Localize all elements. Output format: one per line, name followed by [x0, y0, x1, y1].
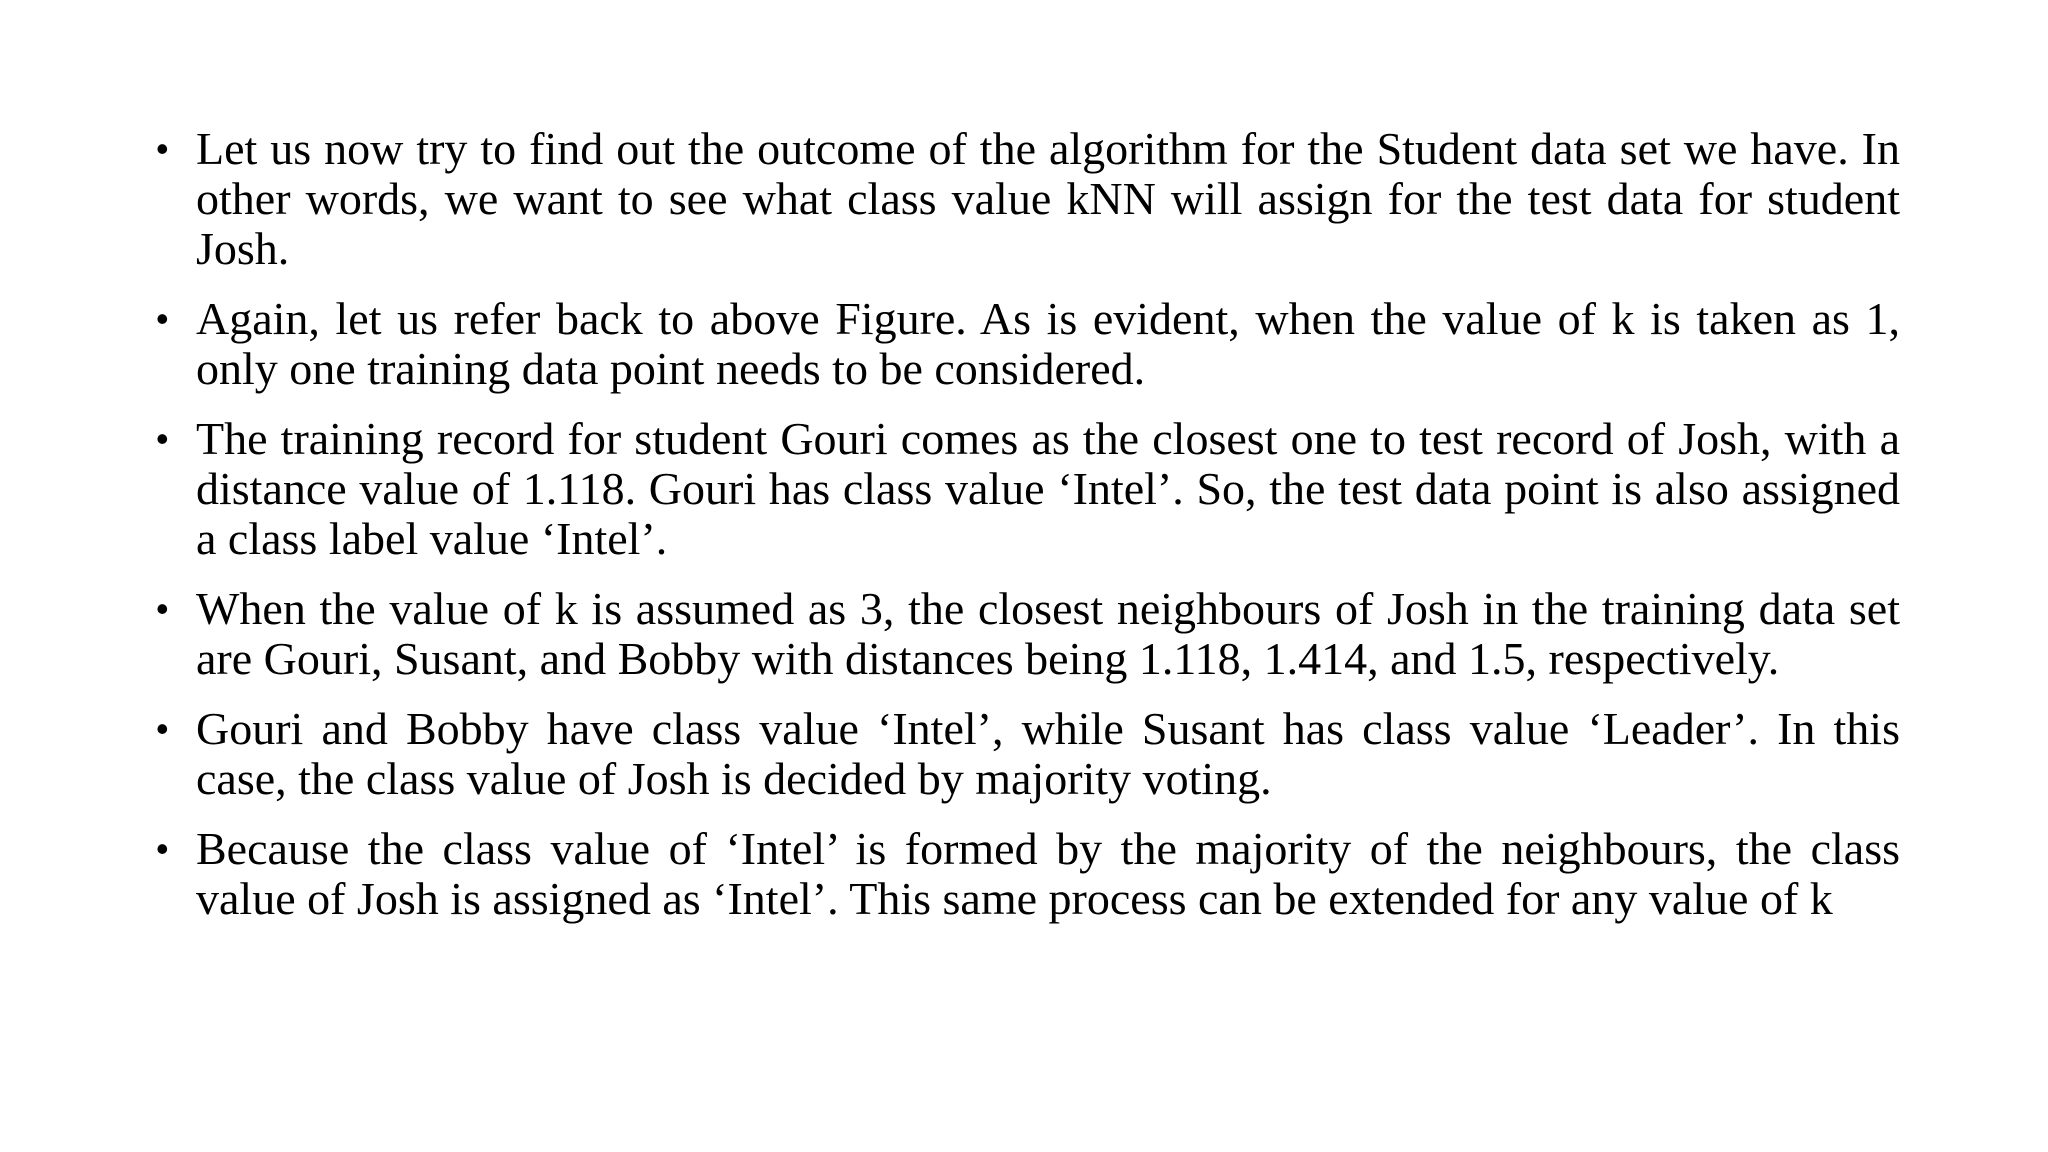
bullet-text: Again, let us refer back to above Figure. As is evident, when the value of k is taken as 1, only one training data point needs to be considered.	[196, 293, 1900, 394]
bullet-text: The training record for student Gouri comes as the closest one to test record of Josh, with a distance value of 1.118. Gouri has class value ‘Intel’. So, the test data point is also assigned a class label value ‘Intel’.	[196, 413, 1900, 564]
bullet-marker: •	[156, 298, 169, 339]
bullet-item	[148, 584, 1900, 684]
bullet-marker: •	[156, 128, 169, 169]
bullet-item	[148, 294, 1900, 394]
bullet-text: Gouri and Bobby have class value ‘Intel’, while Susant has class value ‘Leader’. In this case, the class value of Josh is decided by majority voting.	[196, 703, 1900, 804]
bullet-text: Let us now try to find out the outcome of the algorithm for the Student data set we have. In other words, we want to see what class value kNN will assign for the test data for student Josh.	[196, 123, 1900, 274]
bullet-item	[148, 704, 1900, 804]
bullet-list	[148, 124, 1900, 944]
bullet-text: When the value of k is assumed as 3, the closest neighbours of Josh in the training data set are Gouri, Susant, and Bobby with distances being 1.118, 1.414, and 1.5, respectively.	[196, 583, 1900, 684]
bullet-item	[148, 824, 1900, 924]
bullet-item	[148, 124, 1900, 274]
bullet-marker: •	[156, 828, 169, 869]
bullet-marker: •	[156, 708, 169, 749]
bullet-text: Because the class value of ‘Intel’ is formed by the majority of the neighbours, the class value of Josh is assigned as ‘Intel’. This same process can be extended for any value of k	[196, 823, 1900, 924]
bullet-marker: •	[156, 418, 169, 459]
bullet-item	[148, 414, 1900, 564]
bullet-marker: •	[156, 588, 169, 629]
